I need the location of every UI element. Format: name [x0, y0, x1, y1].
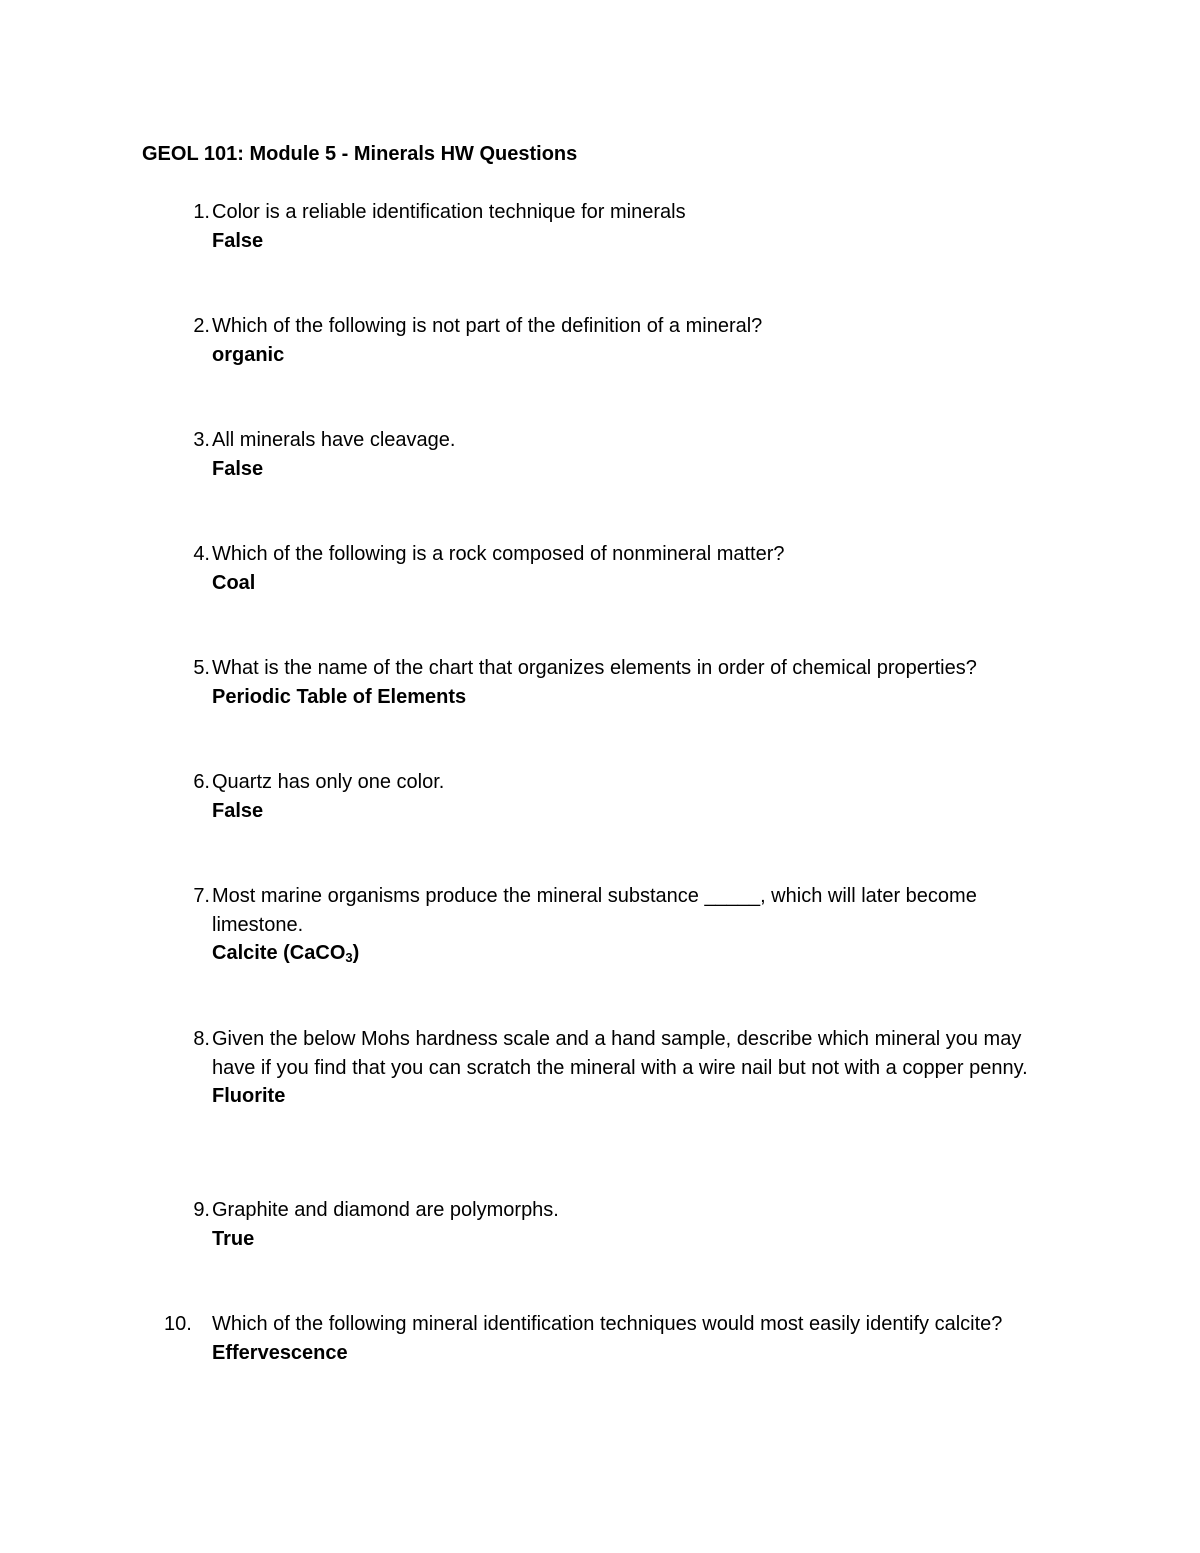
question-item-7: [170, 882, 1050, 968]
question-item-4: [170, 540, 1050, 597]
question-item-3: [170, 426, 1050, 483]
answer-formula-close: ): [352, 942, 360, 964]
question-text: Which of the following mineral identification techniques would most easily identify calcite?: [212, 1313, 1003, 1335]
question-item-6: [170, 768, 1050, 825]
question-number: 10.: [164, 1313, 192, 1335]
question-item-10: [164, 1310, 1050, 1367]
answer-formula-main: Calcite (CaCO: [212, 942, 346, 964]
question-answer: Periodic Table of Elements: [212, 685, 467, 708]
question-answer: False: [212, 229, 264, 252]
question-answer: False: [212, 457, 264, 480]
answer-formula-subscript: 3: [345, 950, 353, 965]
question-item-9: [170, 1196, 1050, 1253]
question-text: Graphite and diamond are polymorphs.: [212, 1199, 559, 1221]
question-answer: [212, 939, 1050, 968]
question-number: 4.: [193, 543, 210, 565]
question-item-1: [170, 198, 1050, 255]
question-number: 8.: [193, 1028, 210, 1050]
question-number: 2.: [193, 315, 210, 337]
question-text: Which of the following is not part of the definition of a mineral?: [212, 315, 763, 337]
question-number: 9.: [193, 1199, 210, 1221]
question-item-2: [170, 312, 1050, 369]
question-number: 3.: [193, 429, 210, 451]
question-text: What is the name of the chart that organizes elements in order of chemical properties?: [212, 657, 977, 679]
question-number: 6.: [193, 771, 210, 793]
question-answer: Fluorite: [212, 1085, 286, 1107]
question-answer: False: [212, 799, 264, 822]
question-answer: organic: [212, 343, 285, 366]
question-number: 7.: [193, 885, 210, 907]
question-number: 5.: [193, 657, 210, 679]
question-item-5: [170, 654, 1050, 711]
question-text: Quartz has only one color.: [212, 771, 445, 793]
question-answer: Coal: [212, 571, 256, 594]
question-text: Which of the following is a rock composed of nonmineral matter?: [212, 543, 785, 565]
question-text: Most marine organisms produce the mineral substance _____, which will later become limestone.: [212, 885, 977, 936]
page-title: GEOL 101: Module 5 - Minerals HW Questions: [142, 143, 578, 165]
question-answer: Effervescence: [212, 1341, 348, 1364]
question-answer: True: [212, 1227, 255, 1250]
question-text: Color is a reliable identification technique for minerals: [212, 201, 686, 223]
question-item-8: [170, 1025, 1050, 1111]
question-text: All minerals have cleavage.: [212, 429, 456, 451]
question-number: 1.: [193, 201, 210, 223]
question-text: Given the below Mohs hardness scale and a hand sample, describe which mineral you may have if you find that you can scratch the mineral with a wire nail but not with a copper penny.: [212, 1028, 1028, 1079]
